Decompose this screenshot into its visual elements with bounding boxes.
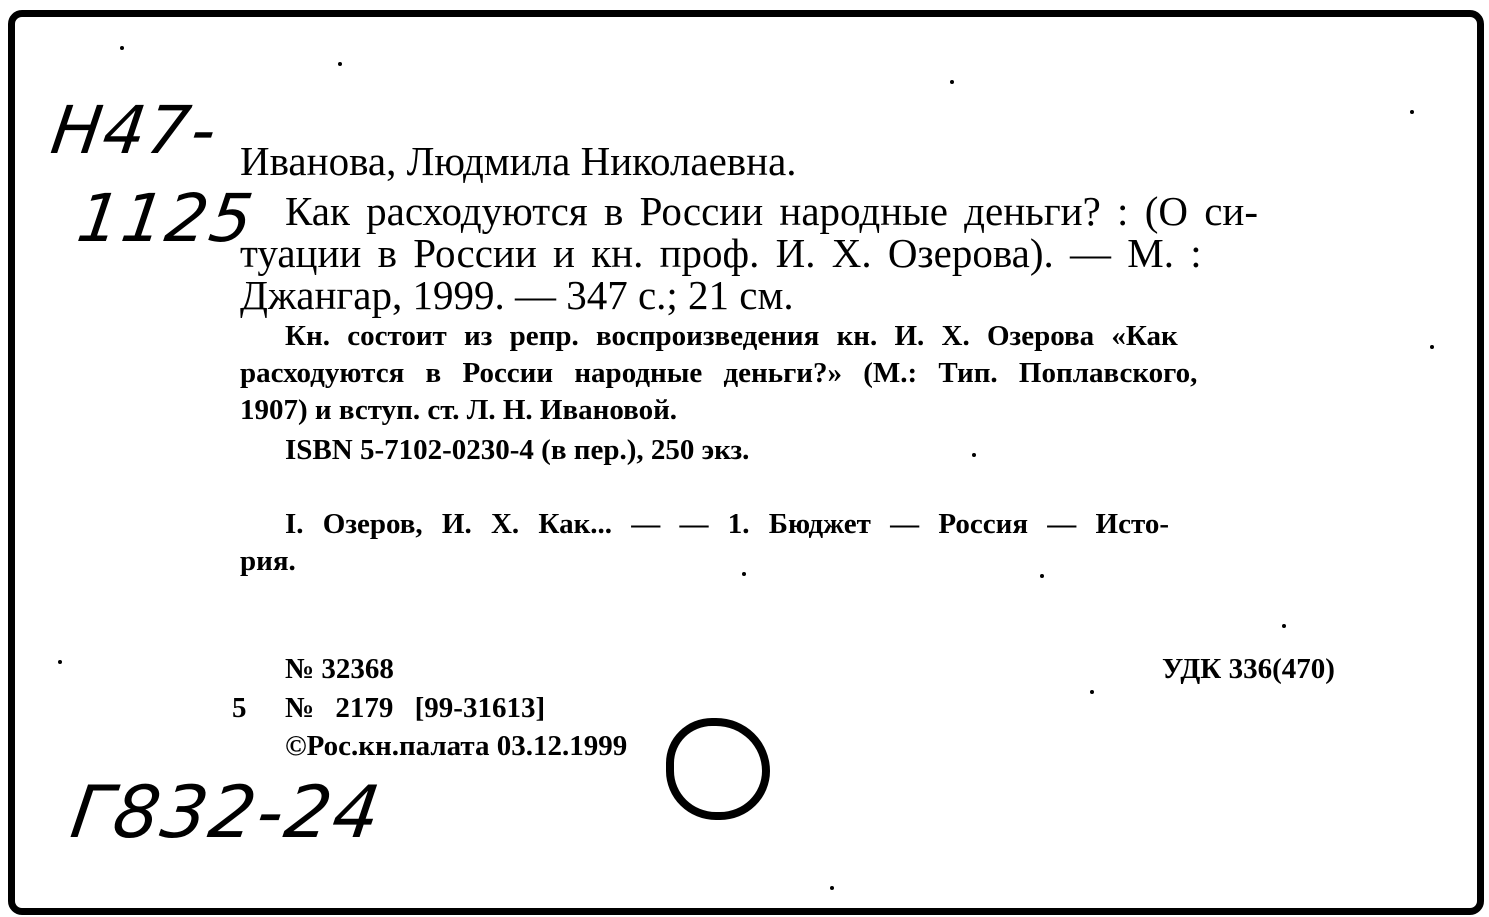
author-heading: Иванова, Людмила Николаевна. <box>240 138 797 184</box>
hole-punch-stamp <box>666 718 770 820</box>
note-line-3: 1907) и вступ. ст. Л. Н. Ивановой. <box>240 394 678 426</box>
scan-speck <box>1282 624 1286 628</box>
scan-speck <box>120 46 124 50</box>
index-line-2: рия. <box>240 545 296 577</box>
scan-speck <box>1040 574 1044 578</box>
copyright-line: ©Рос.кн.палата 03.12.1999 <box>285 730 628 762</box>
scan-speck <box>1090 690 1094 694</box>
scan-speck <box>950 80 954 84</box>
udk-code: УДК 336(470) <box>1162 653 1335 685</box>
scan-speck <box>58 660 62 664</box>
scan-speck <box>830 886 834 890</box>
handwritten-shelfmark-bottom: Г832-24 <box>66 770 388 854</box>
scan-speck <box>972 453 976 457</box>
title-line-1: Как расходуются в России народные деньги? : (О си- <box>285 188 1259 234</box>
handwritten-shelfmark-top-2: 1125 <box>72 180 260 257</box>
title-line-3: Джангар, 1999. — 347 с.; 21 см. <box>240 272 794 318</box>
registration-number-2-lead: 5 <box>232 692 247 724</box>
note-line-1: Кн. состоит из репр. воспроизведения кн. И. Х. Озерова «Как <box>285 320 1178 352</box>
handwritten-shelfmark-top-1: Н47- <box>46 92 223 169</box>
index-line-1: I. Озеров, И. Х. Как... — — 1. Бюджет — Россия — Исто- <box>285 508 1169 540</box>
scan-speck <box>1410 110 1414 114</box>
registration-number-2: № 2179 [99-31613] <box>285 692 546 724</box>
registration-number-1: № 32368 <box>285 653 394 685</box>
note-line-2: расходуются в России народные деньги?» (М.: Тип. Поплавского, <box>240 357 1198 389</box>
scan-speck <box>1430 345 1434 349</box>
isbn-line: ISBN 5-7102-0230-4 (в пер.), 250 экз. <box>285 434 750 466</box>
scan-speck <box>338 62 342 66</box>
title-line-2: туации в России и кн. проф. И. Х. Озерова). — М. : <box>240 230 1202 276</box>
scan-speck <box>742 572 746 576</box>
